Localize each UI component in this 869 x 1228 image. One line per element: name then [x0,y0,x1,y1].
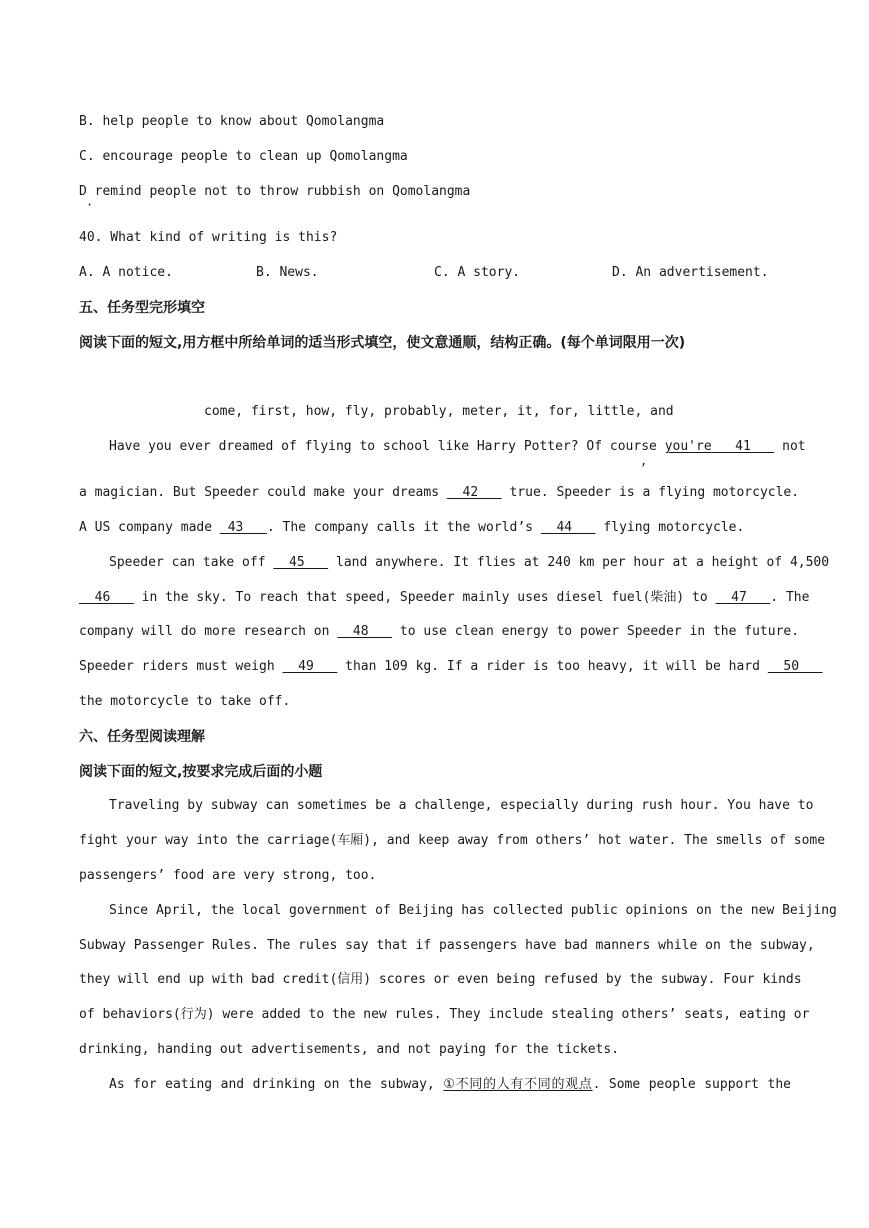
cloze-p2-line-2: 46 in the sky. To reach that speed, Speeder mainly uses diesel fuel(柴油) to 47 . The [79,590,810,605]
cloze-p2-line-3: company will do more research on 48 to use clean energy to power Speeder in the future. [79,624,800,639]
reading-p2-line-2: Subway Passenger Rules. The rules say that if passengers have bad manners while on the subway, [79,938,815,953]
cloze-p1-line-2: a magician. But Speeder could make your dreams 42 true. Speeder is a flying motorcycle. [79,485,800,500]
blank-44[interactable]: 44 [540,520,596,535]
cloze-p1-line-1: Have you ever dreamed of flying to school like Harry Potter? Of course you're 41 not [109,439,806,454]
reading-p1-line-3: passengers’ food are very strong, too. [79,868,377,883]
blank-48[interactable]: 48 [337,624,393,639]
blank-45[interactable]: 45 [273,555,329,570]
reading-p2-line-4: of behaviors(行为) were added to the new rules. They include stealing others’ seats, eating or [79,1007,810,1022]
reading-p1-line-1: Traveling by subway can sometimes be a challenge, especially during rush hour. You have to [109,798,814,813]
section-6-instruction: 阅读下面的短文,按要求完成后面的小题 [79,764,323,780]
blank-43[interactable]: 43 [219,520,267,535]
cloze-p2-line-4: Speeder riders must weigh 49 than 109 kg. If a rider is too heavy, it will be hard 50 [79,659,823,674]
cloze-p2-line-5: the motorcycle to take off. [79,694,291,709]
word-bank: come, first, how, fly, probably, meter, it, for, little, and [204,404,674,419]
section-5-instruction: 阅读下面的短文,用方框中所给单词的适当形式填空，使文意通顺，结构正确。(每个单词限用一次) [79,335,686,351]
comma-mark: , [640,454,648,468]
option-40-b: B. News. [256,265,319,280]
translation-task-1: ①不同的人有不同的观点 [443,1077,593,1092]
blank-46[interactable]: 46 [79,590,134,605]
reading-p3-line-1: As for eating and drinking on the subway, ①不同的人有不同的观点. Some people support the [109,1077,792,1092]
dot-mark: · [86,198,94,212]
blank-42[interactable]: 42 [446,485,502,500]
blank-41[interactable]: 41 [711,439,775,454]
reading-p2-line-1: Since April, the local government of Beijing has collected public opinions on the new Beijing [109,903,837,918]
option-40-a: A. A notice. [79,265,173,280]
blank-49[interactable]: 49 [282,659,338,674]
option-40-d: D. An advertisement. [612,265,769,280]
reading-p2-line-3: they will end up with bad credit(信用) scores or even being refused by the subway. Four kinds [79,972,802,987]
question-40: 40. What kind of writing is this? [79,230,338,245]
question-40-options [79,265,791,281]
option-39-d: D remind people not to throw rubbish on Qomolangma [79,184,471,199]
cloze-p2-line-1: Speeder can take off 45 land anywhere. It flies at 240 km per hour at a height of 4,500 [109,555,830,570]
option-39-b: B. help people to know about Qomolangma [79,114,385,129]
section-6-title: 六、任务型阅读理解 [79,729,205,745]
section-5-title: 五、任务型完形填空 [79,300,205,316]
blank-47[interactable]: 47 [715,590,771,605]
reading-p2-line-5: drinking, handing out advertisements, and not paying for the tickets. [79,1042,620,1057]
option-40-c: C. A story. [434,265,521,280]
cloze-p1-line-3: A US company made 43 . The company calls it the world’s 44 flying motorcycle. [79,520,745,535]
reading-p1-line-2: fight your way into the carriage(车厢), and keep away from others’ hot water. The smells of some [79,833,826,848]
blank-50[interactable]: 50 [767,659,823,674]
option-39-c: C. encourage people to clean up Qomolangma [79,149,408,164]
